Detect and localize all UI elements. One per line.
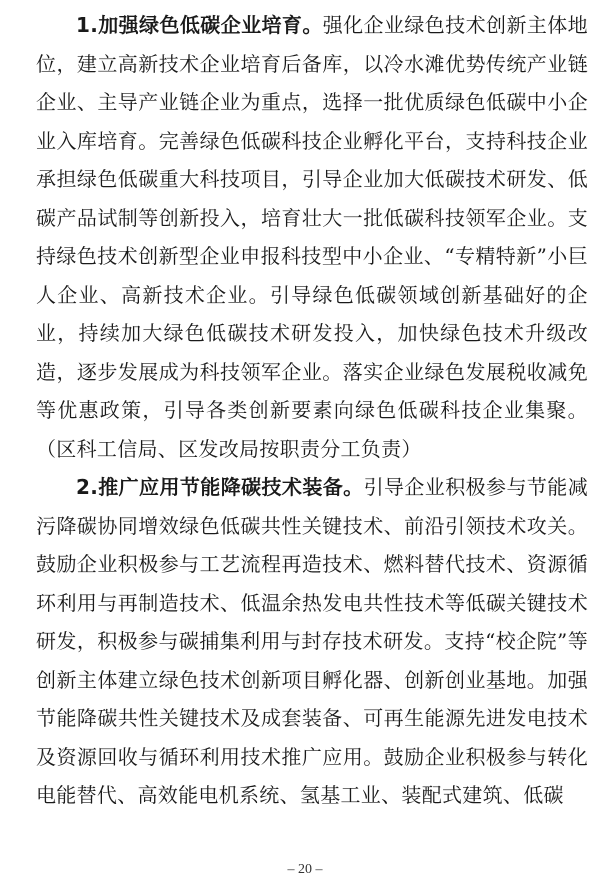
page-number: – 20 –: [287, 862, 323, 877]
document-page: [36, 6, 588, 815]
paragraph-2-body: 引导企业积极参与节能减污降碳协同增效绿色低碳共性关键技术、前沿引领技术攻关。鼓励企业积极参与工艺流程再造技术、燃料替代技术、资源循环利用与再制造技术、低温余热发电共性技术等低碳关键技术研发，积极参与碳捕集利用与封存技术研发。支持“校企院”等创新主体建立绿色技术创新项目孵化器、创新创业基地。加强节能降碳共性关键技术及成套装备、可再生能源先进发电技术及资源回收与循环利用技术推广应用。鼓励企业积极参与转化电能替代、高效能电机系统、氢基工业、装配式建筑、低碳: [36, 475, 588, 807]
paragraph-2: [36, 468, 588, 815]
paragraph-1-body: 强化企业绿色技术创新主体地位，建立高新技术企业培育后备库，以冷水滩优势传统产业链企业、主导产业链企业为重点，选择一批优质绿色低碳中小企业入库培育。完善绿色低碳科技企业孵化平台，支持科技企业承担绿色低碳重大科技项目，引导企业加大低碳技术研发、低碳产品试制等创新投入，培育壮大一批低碳科技领军企业。支持绿色技术创新型企业申报科技型中小企业、“专精特新”小巨人企业、高新技术企业。引导绿色低碳领域创新基础好的企业，持续加大绿色低碳技术研发投入，加快绿色技术升级改造，逐步发展成为科技领军企业。落实企业绿色发展税收减免等优惠政策，引导各类创新要素向绿色低碳科技企业集聚。（区科工信局、区发改局按职责分工负责）: [36, 13, 588, 461]
paragraph-1-heading: 1.加强绿色低碳企业培育。: [76, 13, 323, 37]
paragraph-1: [36, 6, 588, 468]
paragraph-2-heading: 2.推广应用节能降碳技术装备。: [76, 475, 364, 499]
